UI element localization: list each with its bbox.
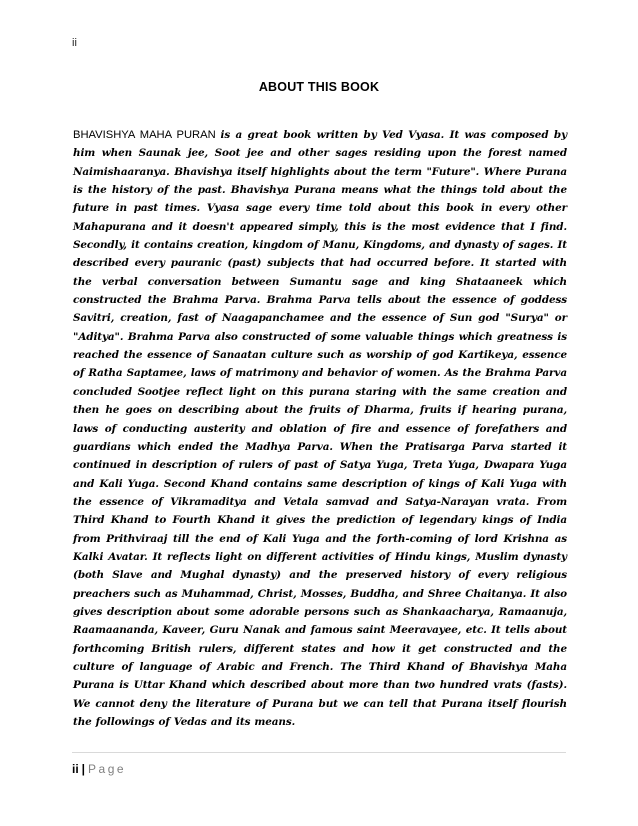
footer-separator: | [81,762,86,776]
footer-page-label: Page [88,762,127,776]
footer-divider [72,752,566,753]
page-title: ABOUT THIS BOOK [258,80,380,94]
page-footer [72,762,126,776]
book-title-lead: BHAVISHYA MAHA PURAN [73,129,216,141]
header-page-number: ii [72,37,77,49]
footer-page-number: ii [72,762,79,776]
body-text: is a great book written by Ved Vyasa. It was composed by him when Saunak jee, Soot jee and other sages residing upon the forest named Naimishaaranya. Bhavishya itself highlights about the term "Future". Where Purana is the history of the past. Bhavishya Purana means what the things told about the future in past times. Vyasa sage every time told about this book in every other Mahapurana and it doesn't appeared simply, this is the most evidence that I find. Secondly, it contains creation, kingdom of Manu, Kingdoms, and dynasty of sages. It described every pauranic (past) subjects that had occurred before. It started with the verbal conversation between Sumantu sage and king Shataaneek which constructed the Brahma Parva. Brahma Parva tells about the essence of goddess Savitri, creation, fast of Naagapanchamee and the essence of Sun god "Surya" or "Aditya". Brahma Parva also constructed of some valuable things which greatness is reached the essence of Sanaatan culture such as worship of god Kartikeya, essence of Ratha Saptamee, laws of matrimony and behavior of women. As the Brahma Parva concluded Sootjee reflect light on this purana staring with the same creation and then he goes on describing about the fruits of Dharma, fruits if hearing purana, laws of conducting austerity and oblation of fire and essence of forefathers and guardians which ended the Madhya Parva. When the Pratisarga Parva started it continued in description of rulers of past of Satya Yuga, Treta Yuga, Dwapara Yuga and Kali Yuga. Second Khand contains same description of kings of Kali Yuga with the essence of Vikramaditya and Vetala samvad and Satya-Narayan vrata. From Third Khand to Fourth Khand it gives the prediction of legendary kings of India from Prithviraaj till the end of Kali Yuga and the forth-coming of lord Krishna as Kalki Avatar. It reflects light on different activities of Hindu kings, Muslim dynasty (both Slave and Mughal dynasty) and the preserved history of every religious preachers such as Muhammad, Christ, Mosses, Buddha, and Shree Chaitanya. It also gives description about some adorable persons such as Shankaacharya, Ramaanuja, Raamaananda, Kaveer, Guru Nanak and famous saint Meeravayee, etc. It tells about forthcoming British rulers, different states and how it get constructed and the culture of language of Arabic and French. The Third Khand of Bhavishya Maha Purana is Uttar Khand which described about more than two hundred vrats (fasts). We cannot deny the literature of Purana but we can tell that Purana itself flourish the followings of Vedas and its means. [73,129,568,728]
body-paragraph [73,126,567,731]
